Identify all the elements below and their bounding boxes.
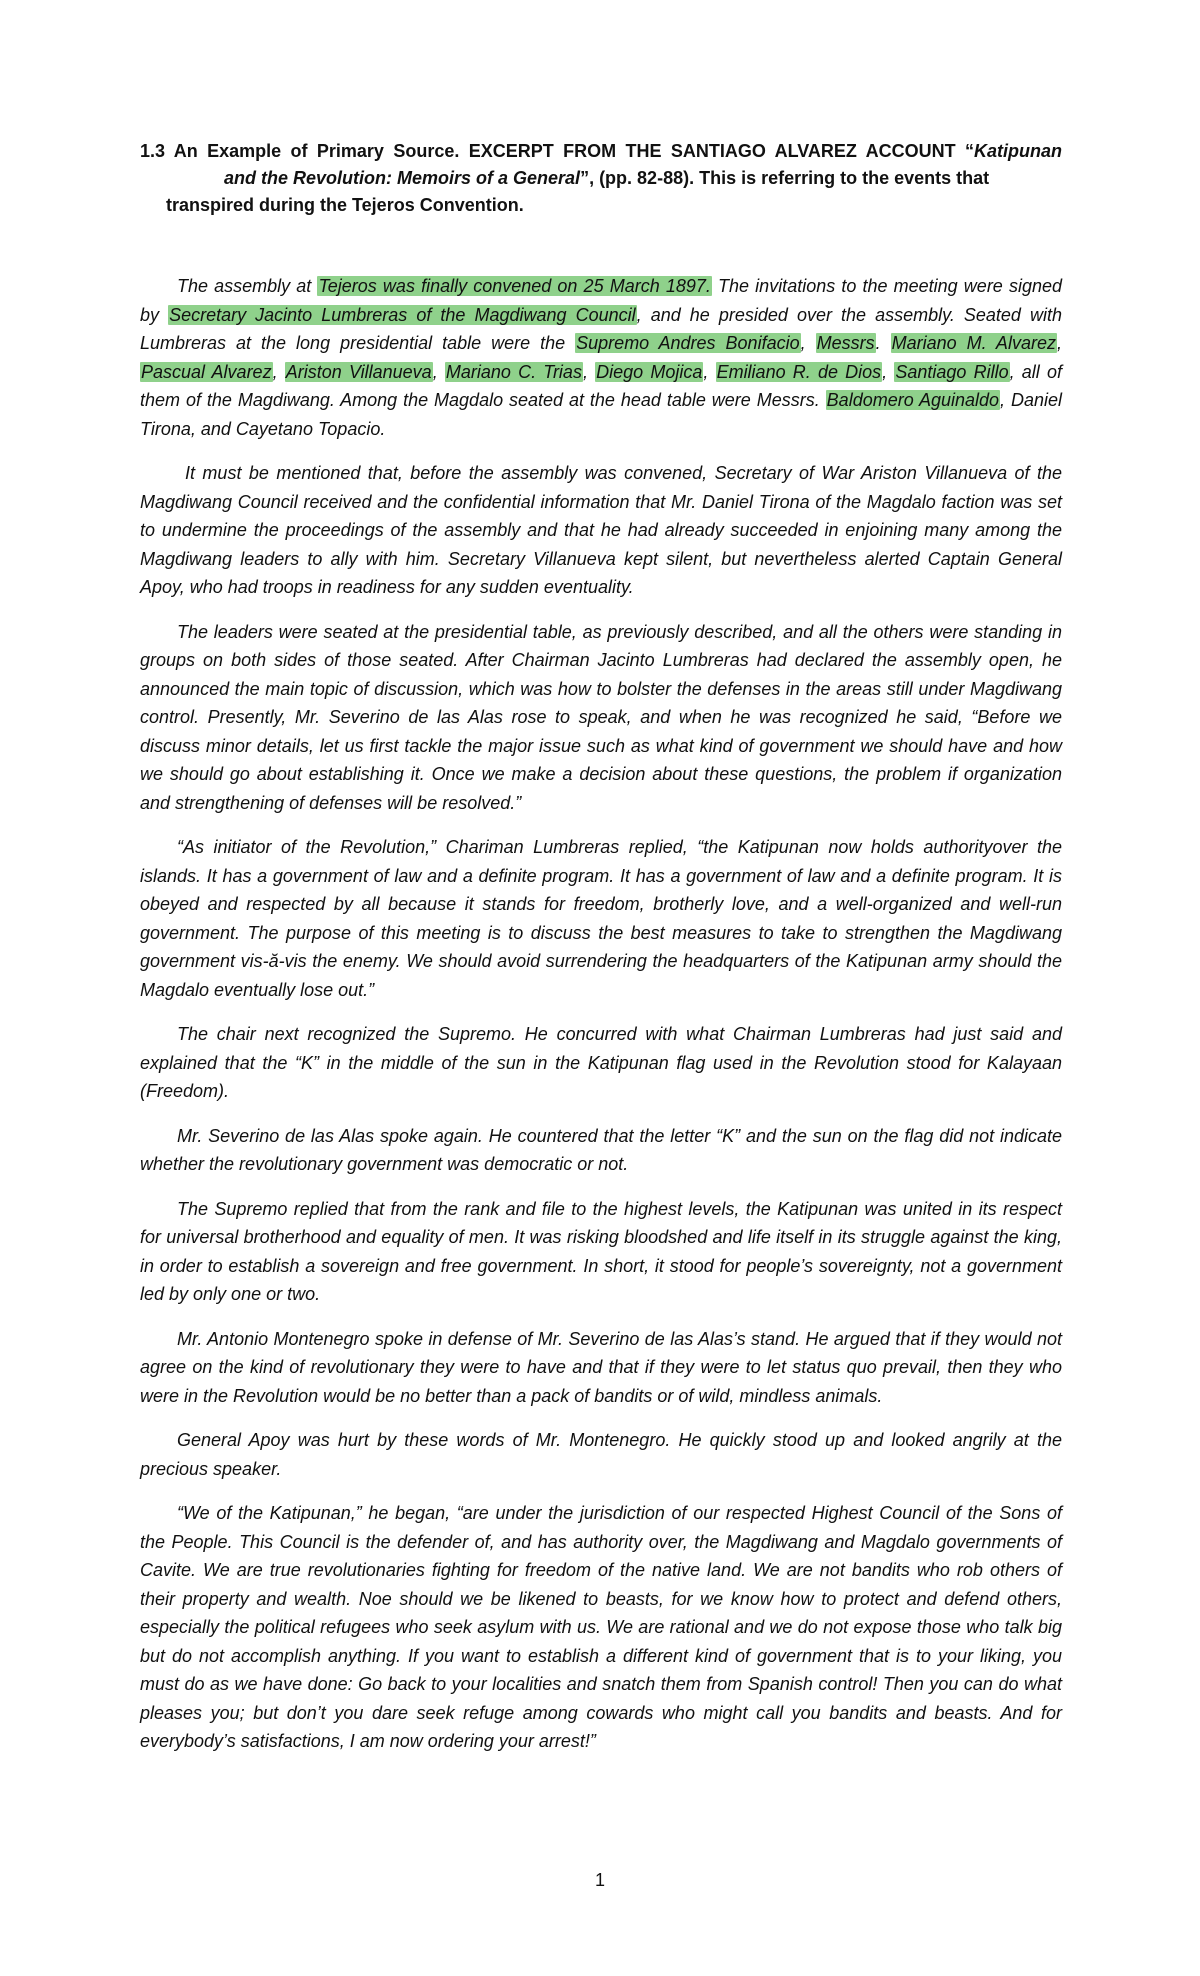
paragraph-1 (140, 272, 1062, 443)
heading-title-italic-2: and the Revolution: Memoirs of a General (224, 168, 581, 188)
paragraph-text: , (1056, 333, 1062, 353)
paragraph-text: . (875, 333, 891, 353)
page-number: 1 (594, 1870, 605, 1890)
paragraph-text: , all of them of the Magdiwang. Among the Magdalo seated at the head table were Messrs. (140, 361, 1062, 410)
paragraph-text: , (272, 361, 285, 382)
paragraph-text: , (703, 361, 716, 382)
paragraph-7: The Supremo replied that from the rank and file to the highest levels, the Katipunan was united in its respect for universal brotherhood and equality of men. It was risking bloodshed and life itself in its struggle against the king, in order to establish a sovereign and free government. In short, it stood for people’s sovereignty, not a government led by only one or two. (140, 1198, 1062, 1304)
heading-line-1-text: 1.3 An Example of Primary Source. EXCERPT FROM THE SANTIAGO ALVAREZ ACCOUNT “ (140, 141, 974, 161)
excerpt-body (140, 272, 1062, 1772)
paragraph-5: The chair next recognized the Supremo. He concurred with what Chairman Lumbreras had just said and explained that the “K” in the middle of the sun in the Katipunan flag used in the Revolution stood for Kalayaan (Freedom). (140, 1024, 1062, 1101)
highlighted-text: Baldomero Aguinaldo (826, 390, 1000, 410)
highlighted-text: Pascual Alvarez (141, 361, 272, 382)
highlighted-text: Ariston Villanueva (285, 361, 432, 382)
paragraph-2: It must be mentioned that, before the assembly was convened, Secretary of War Ariston Villanueva of the Magdiwang Council received and the confidential information that Mr. Daniel Tirona of the Magdalo faction was set to undermine the proceedings of the assembly and that he had already succeeded in enjoining many among the Magdiwang leaders to ally with him. Secretary Villanueva kept silent, but nevertheless alerted Captain General Apoy, who had troops in readiness for any sudden eventuality. (140, 463, 1062, 597)
highlighted-text: Messrs (816, 333, 875, 353)
paragraph-text: , Daniel Tirona, and Cayetano Topacio. (140, 390, 1063, 439)
paragraph-text: The assembly at (177, 276, 318, 296)
heading-line-3: transpired during the Tejeros Convention. (166, 195, 524, 215)
paragraph-3: The leaders were seated at the presidential table, as previously described, and all the others were standing in groups on both sides of those seated. After Chairman Jacinto Lumbreras had declared the assembly open, he announced the main topic of discussion, which was how to bolster the defenses in the areas still under Magdiwang control. Presently, Mr. Severino de las Alas rose to speak, and when he was recognized he said, “Before we discuss minor details, let us first tackle the major issue such as what kind of government we should have and how we should go about establishing it. Once we make a decision about these questions, the problem if organization and strengthening of defenses will be resolved.” (140, 621, 1062, 813)
paragraph-text: , (800, 333, 816, 353)
paragraph-4: “As initiator of the Revolution,” Chariman Lumbreras replied, “the Katipunan now holds authorityover the islands. It has a government of law and a definite program. It has a government of law and a definite program. It is obeyed and respected by all because it stands for freedom, brotherly love, and a well-organized and well-run government. The purpose of this meeting is to discuss the best measures to take to strengthen the Magdiwang government vis-ă-vis the enemy. We should avoid surrendering the headquarters of the Katipunan army should the Magdalo eventually lose out.” (140, 837, 1062, 1000)
paragraph-9: General Apoy was hurt by these words of Mr. Montenegro. He quickly stood up and looked angrily at the precious speaker. (140, 1430, 1062, 1479)
paragraph-6: Mr. Severino de las Alas spoke again. He countered that the letter “K” and the sun on the flag did not indicate whether the revolutionary government was democratic or not. (140, 1125, 1062, 1174)
highlighted-text: Mariano M. Alvarez (891, 333, 1056, 353)
highlighted-text: Supremo Andres Bonifacio (576, 333, 800, 353)
heading-line-1 (140, 138, 1062, 165)
paragraph-10: “We of the Katipunan,” he began, “are under the jurisdiction of our respected Highest Council of the Sons of the People. This Council is the defender of, and has authority over, the Magdiwang and Magdalo governments of Cavite. We are true revolutionaries fighting for freedom of the native land. We are not bandits who rob others of their property and wealth. Noe should we be likened to beasts, for we know how to protect and defend others, especially the political refugees who seek asylum with us. We are rational and we do not expose those who talk big but do not accomplish anything. If you want to establish a different kind of government that is to your liking, you must do as we have done: Go back to your localities and snatch them from Spanish control! Then you can do what pleases you; but don’t you dare seek refuge among cowards who might call you bandits and beasts. And for everybody’s satisfactions, I am now ordering your arrest!” (140, 1503, 1062, 1751)
heading-line-2-text: ”, (pp. 82-88). This is referring to the events that (580, 168, 990, 188)
highlighted-text: Diego Mojica (596, 361, 703, 382)
paragraph-text: , (432, 361, 445, 382)
paragraph-8: Mr. Antonio Montenegro spoke in defense of Mr. Severino de las Alas’s stand. He argued that if they would not agree on the kind of revolutionary they were to have and that if they were to let status quo prevail, then they who were in the Revolution would be no better than a pack of bandits or of wild, mindless animals. (140, 1328, 1062, 1406)
paragraph-text: , (882, 361, 895, 382)
heading-line-2 (140, 165, 1062, 192)
paragraph-text: The invitations to the meeting were signed by (140, 276, 1062, 325)
paragraph-text: , and he presided over the assembly. Seated with Lumbreras at the long presidential table were the (140, 304, 1062, 353)
section-heading (140, 138, 1062, 219)
paragraph-text: , (582, 361, 596, 382)
highlighted-text: Emiliano R. de Dios (716, 361, 882, 382)
highlighted-text: Tejeros was finally convened on 25 March 1897. (318, 276, 711, 296)
highlighted-text: Mariano C. Trias (445, 361, 582, 382)
highlighted-text: Santiago Rillo (895, 361, 1009, 382)
heading-title-italic-1: Katipunan (974, 141, 1062, 161)
highlighted-text: Secretary Jacinto Lumbreras of the Magdiwang Council (169, 304, 636, 325)
